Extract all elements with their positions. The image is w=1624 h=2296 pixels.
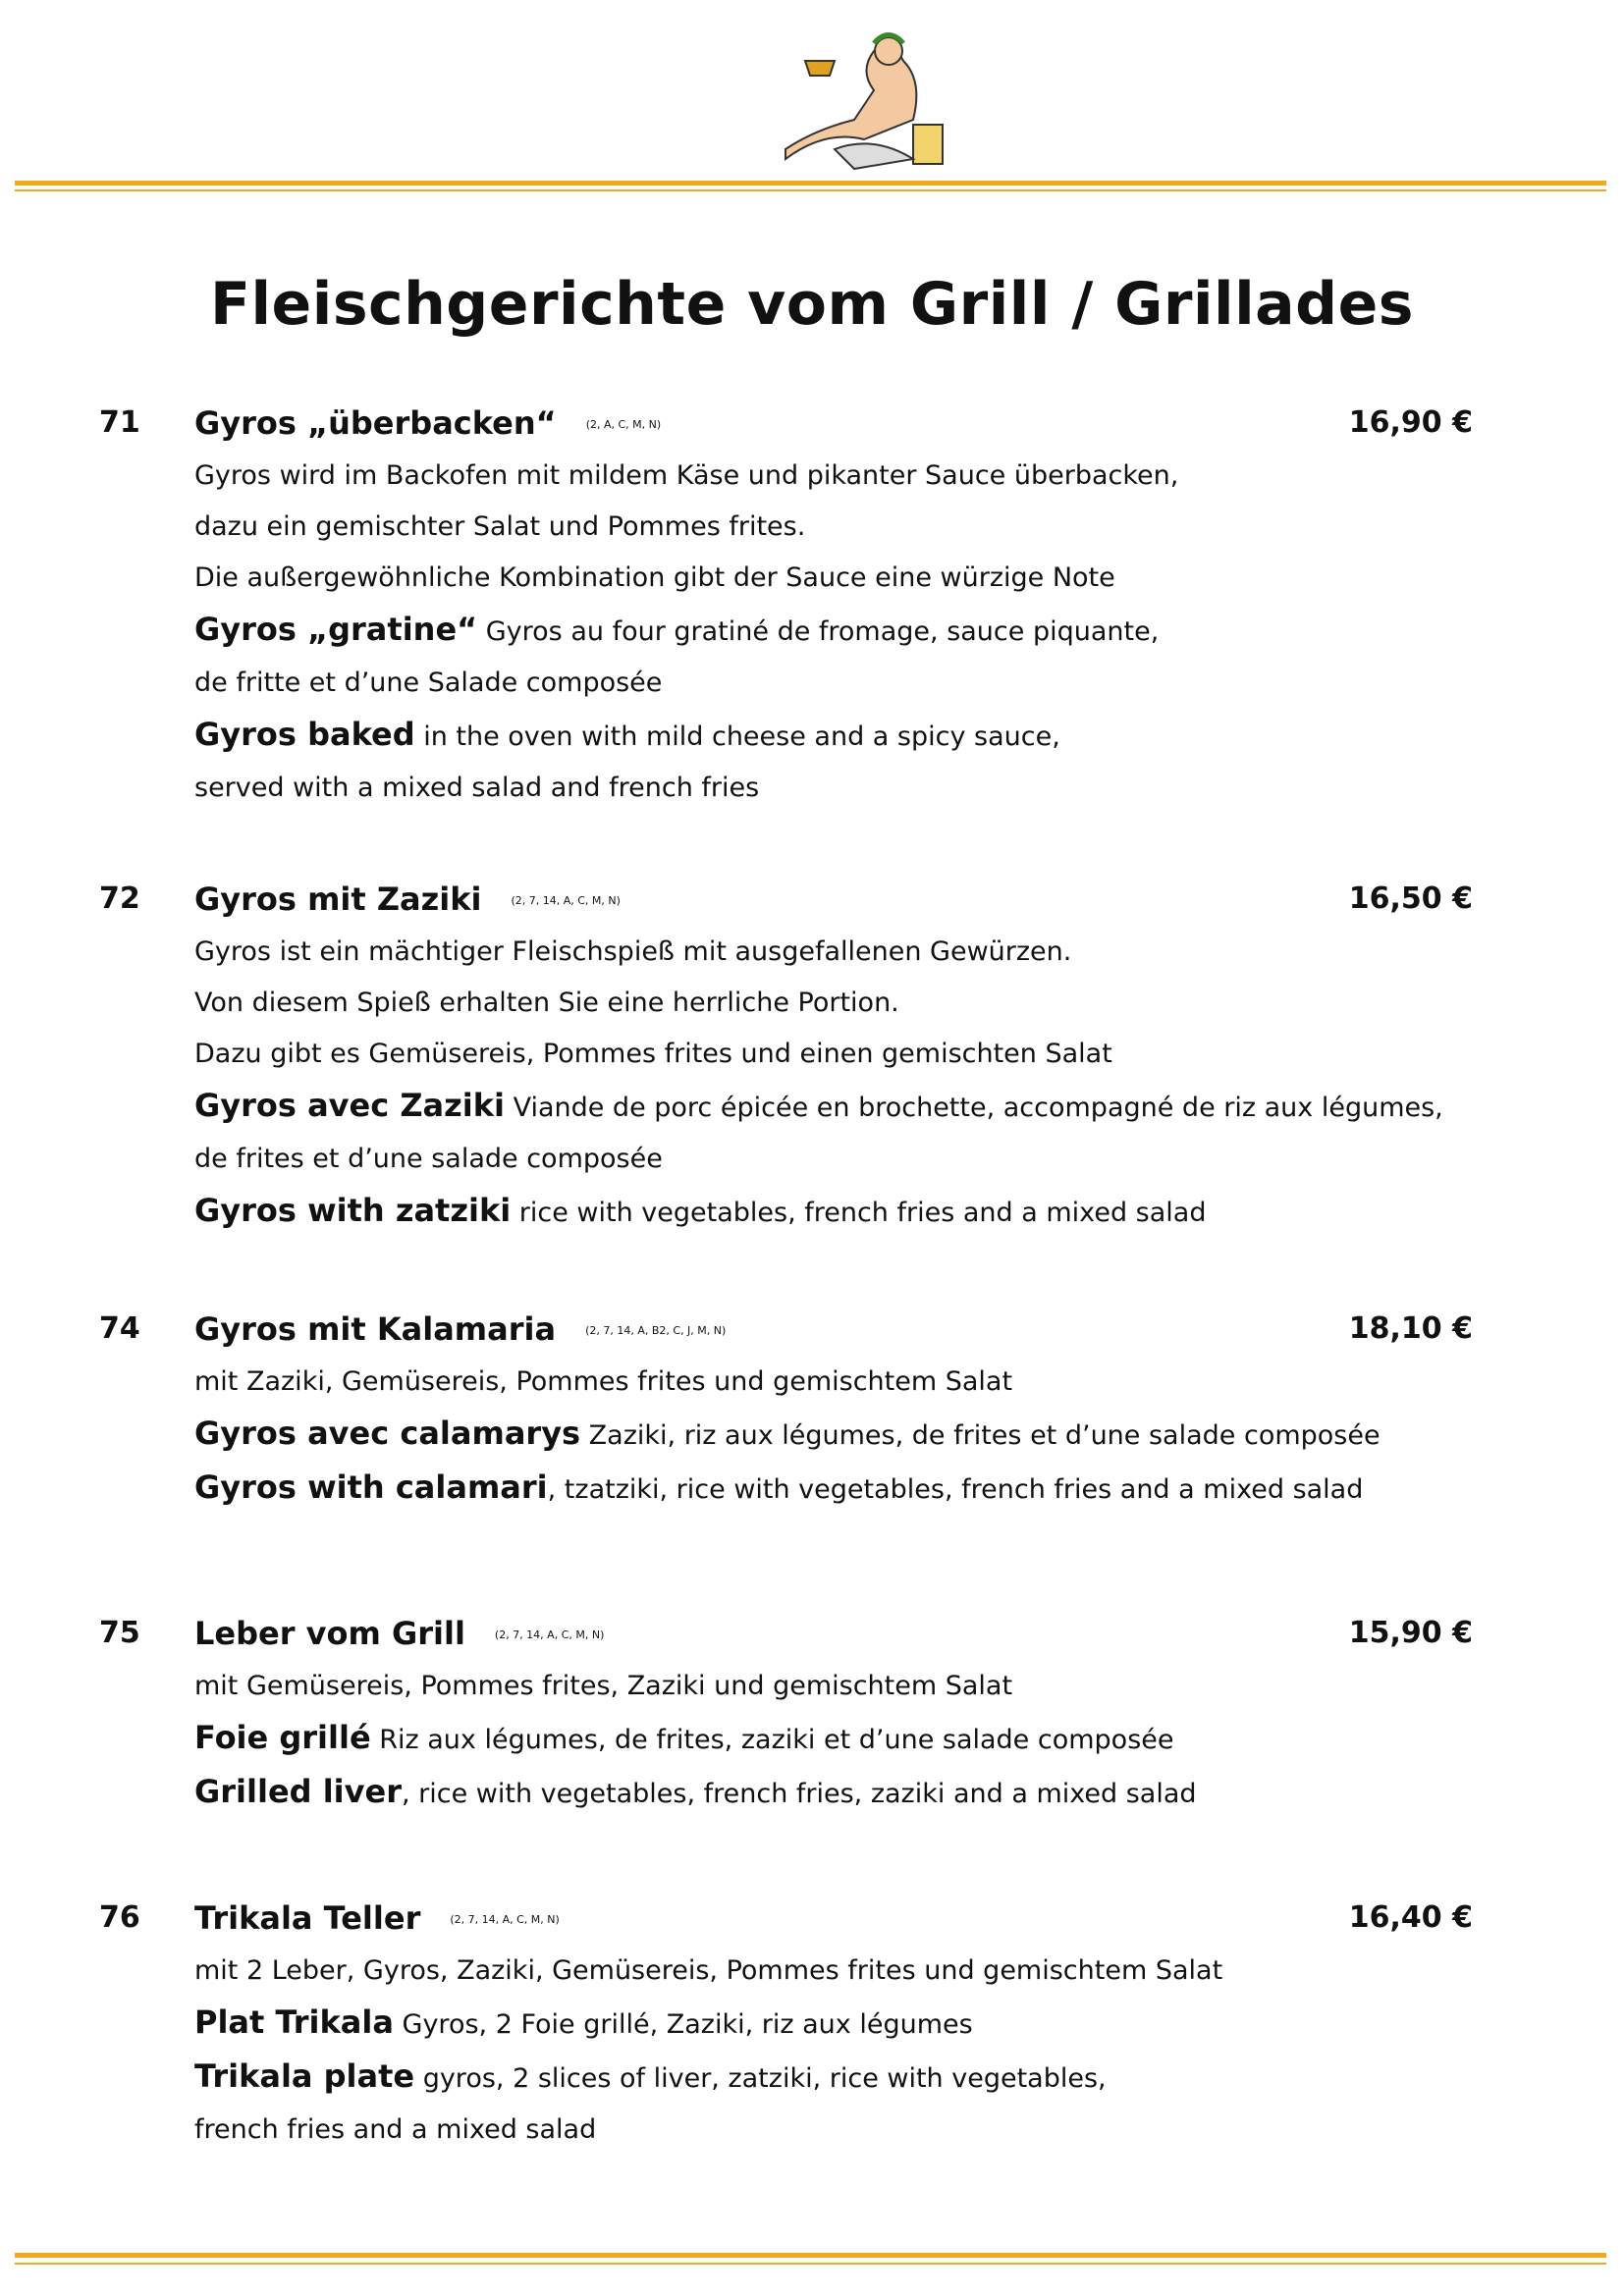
translated-name: Gyros „gratine“ xyxy=(194,611,478,648)
description-text: Gyros au four gratiné de fromage, sauce piquante, xyxy=(477,616,1160,647)
item-name xyxy=(194,398,1471,451)
description-text: Riz aux légumes, de frites, zaziki et d’une salade composée xyxy=(370,1725,1174,1755)
description-text: , tzatziki, rice with vegetables, french fries and a mixed salad xyxy=(547,1474,1364,1505)
item-description-line xyxy=(194,553,1471,604)
description-text: de frites et d’une salade composée xyxy=(194,1144,663,1174)
translated-name: Trikala plate xyxy=(194,2057,415,2095)
item-name-text: Leber vom Grill xyxy=(194,1615,465,1652)
description-text: mit Gemüsereis, Pommes frites, Zaziki und gemischtem Salat xyxy=(194,1671,1013,1701)
translated-name: Foie grillé xyxy=(194,1719,371,1756)
item-price: 16,50 € xyxy=(1348,881,1473,916)
description-text: french fries and a mixed salad xyxy=(194,2114,597,2145)
item-description-line xyxy=(194,2105,1471,2156)
description-text: Zaziki, riz aux légumes, de frites et d’une salade composée xyxy=(580,1420,1380,1451)
item-description-line xyxy=(194,502,1471,553)
item-body xyxy=(194,1304,1471,1516)
top-rule xyxy=(15,181,1606,186)
item-name xyxy=(194,1304,1471,1357)
translated-name: Gyros with zatziki xyxy=(194,1192,512,1229)
description-text: served with a mixed salad and french fries xyxy=(194,773,760,803)
description-text: Von diesem Spieß erhalten Sie eine herrliche Portion. xyxy=(194,988,899,1018)
description-text: Gyros, 2 Foie grillé, Zaziki, riz aux légumes xyxy=(393,2009,973,2040)
translated-name: Grilled liver xyxy=(194,1773,402,1810)
bottom-rule-thin xyxy=(15,2263,1606,2265)
description-text: Dazu gibt es Gemüsereis, Pommes frites und einen gemischten Salat xyxy=(194,1039,1112,1069)
description-text: , rice with vegetables, french fries, zaziki and a mixed salad xyxy=(401,1779,1197,1809)
translated-name: Gyros with calamari xyxy=(194,1468,548,1506)
item-name xyxy=(194,1608,1471,1661)
item-price: 16,90 € xyxy=(1348,405,1473,440)
item-description-line xyxy=(194,1712,1471,1766)
item-description-line xyxy=(194,2051,1471,2105)
item-description-line xyxy=(194,1134,1471,1185)
item-description-line xyxy=(194,658,1471,709)
description-text: Viande de porc épicée en brochette, accompagné de riz aux légumes, xyxy=(504,1093,1443,1123)
allergen-codes: (2, 7, 14, A, C, M, N) xyxy=(450,1913,560,1926)
item-description-line xyxy=(194,1462,1471,1516)
description-text: in the oven with mild cheese and a spicy sauce, xyxy=(414,721,1060,752)
item-price: 18,10 € xyxy=(1348,1311,1473,1346)
allergen-codes: (2, A, C, M, N) xyxy=(585,418,662,431)
top-rule-thin xyxy=(15,189,1606,191)
item-name-text: Trikala Teller xyxy=(194,1899,421,1937)
item-description-line xyxy=(194,1661,1471,1712)
item-name-text: Gyros mit Kalamaria xyxy=(194,1310,557,1348)
greek-god-logo xyxy=(766,22,952,179)
description-text: gyros, 2 slices of liver, zatziki, rice with vegetables, xyxy=(414,2063,1107,2094)
item-description-line xyxy=(194,1080,1471,1134)
allergen-codes: (2, 7, 14, A, C, M, N) xyxy=(511,894,621,907)
item-number: 71 xyxy=(99,405,140,440)
translated-name: Plat Trikala xyxy=(194,2003,394,2041)
item-body xyxy=(194,398,1471,814)
item-description-line xyxy=(194,709,1471,763)
page-title: Fleischgerichte vom Grill / Grillades xyxy=(210,270,1414,339)
item-description-line xyxy=(194,1946,1471,1997)
description-text: mit 2 Leber, Gyros, Zaziki, Gemüsereis, Pommes frites und gemischtem Salat xyxy=(194,1955,1223,1986)
allergen-codes: (2, 7, 14, A, C, M, N) xyxy=(494,1629,605,1641)
item-number: 76 xyxy=(99,1900,140,1935)
item-body xyxy=(194,1608,1471,1820)
item-number: 75 xyxy=(99,1616,140,1650)
item-price: 16,40 € xyxy=(1348,1900,1473,1935)
item-description-line xyxy=(194,1357,1471,1408)
description-text: mit Zaziki, Gemüsereis, Pommes frites und gemischtem Salat xyxy=(194,1366,1013,1397)
item-description-line xyxy=(194,1997,1471,2051)
translated-name: Gyros avec Zaziki xyxy=(194,1087,505,1124)
item-description-line xyxy=(194,978,1471,1029)
item-description-line xyxy=(194,763,1471,814)
description-text: rice with vegetables, french fries and a mixed salad xyxy=(511,1198,1207,1228)
description-text: Gyros wird im Backofen mit mildem Käse und pikanter Sauce überbacken, xyxy=(194,460,1179,491)
description-text: de fritte et d’une Salade composée xyxy=(194,667,663,698)
item-body xyxy=(194,1893,1471,2156)
description-text: Gyros ist ein mächtiger Fleischspieß mit ausgefallenen Gewürzen. xyxy=(194,936,1072,967)
item-price: 15,90 € xyxy=(1348,1616,1473,1650)
translated-name: Gyros baked xyxy=(194,716,415,753)
item-name xyxy=(194,874,1471,927)
item-description-line xyxy=(194,451,1471,502)
item-name-text: Gyros „überbacken“ xyxy=(194,404,557,442)
translated-name: Gyros avec calamarys xyxy=(194,1415,581,1452)
item-description-line xyxy=(194,1029,1471,1080)
item-description-line xyxy=(194,927,1471,978)
item-number: 72 xyxy=(99,881,140,916)
description-text: dazu ein gemischter Salat und Pommes frites. xyxy=(194,511,806,542)
item-name-text: Gyros mit Zaziki xyxy=(194,881,482,918)
bottom-rule xyxy=(15,2253,1606,2258)
allergen-codes: (2, 7, 14, A, B2, C, J, M, N) xyxy=(585,1324,727,1337)
description-text: Die außergewöhnliche Kombination gibt der Sauce eine würzige Note xyxy=(194,562,1115,593)
item-description-line xyxy=(194,1408,1471,1462)
item-body xyxy=(194,874,1471,1239)
item-description-line xyxy=(194,604,1471,658)
item-description-line xyxy=(194,1766,1471,1820)
item-description-line xyxy=(194,1185,1471,1239)
item-number: 74 xyxy=(99,1311,140,1346)
item-name xyxy=(194,1893,1471,1946)
